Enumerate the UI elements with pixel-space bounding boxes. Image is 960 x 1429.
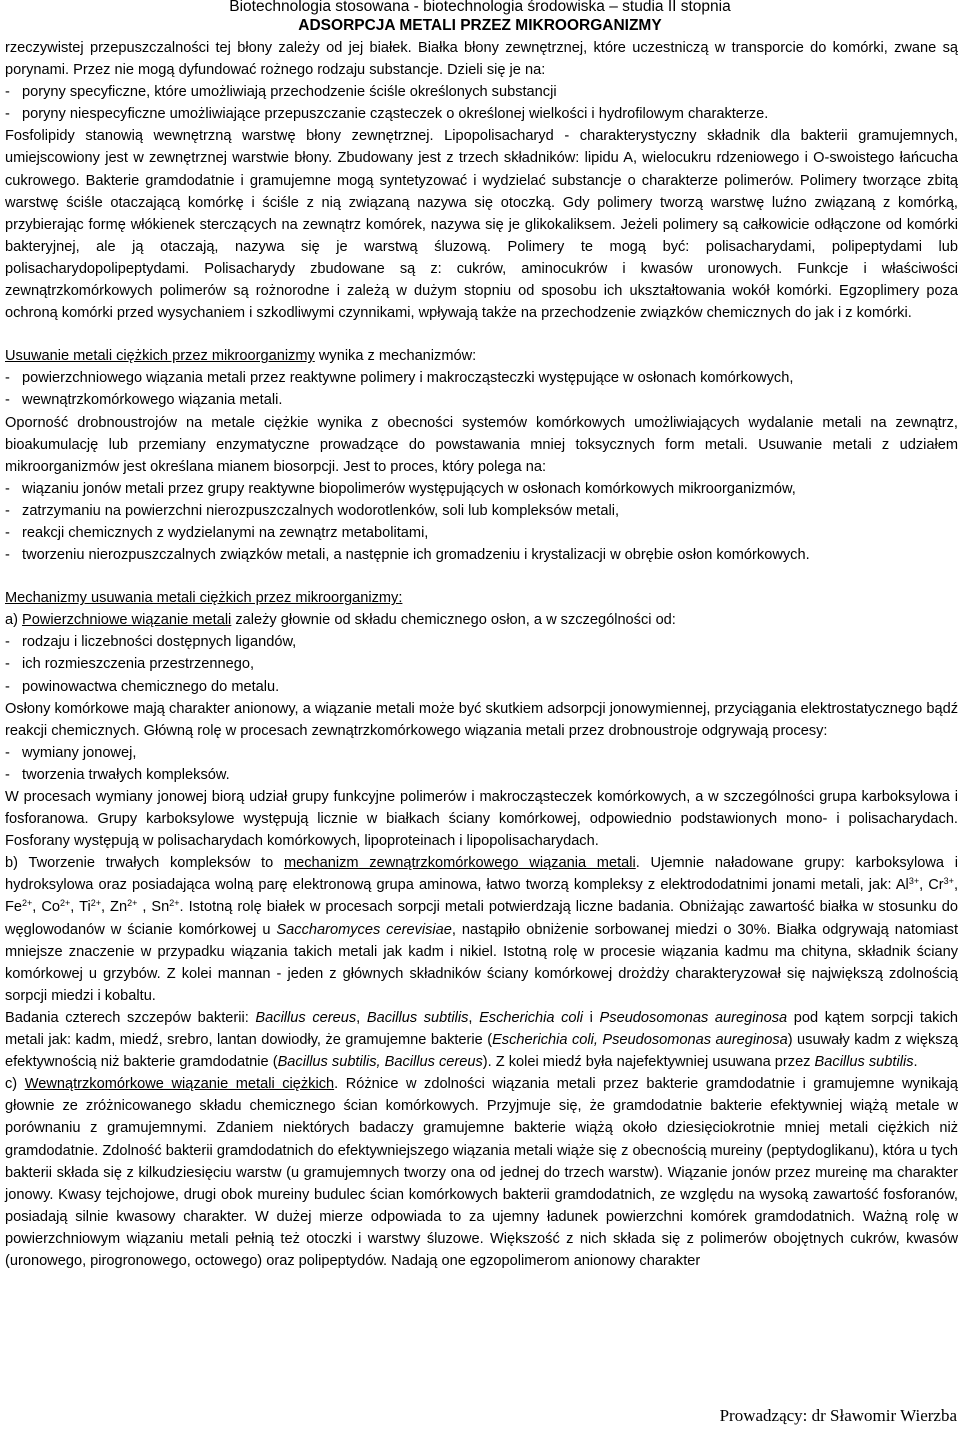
text-span: - zatrzymaniu na powierzchni nierozpuszczalnych wodorotlenków, soli lub kompleksów metali,: [5, 502, 620, 519]
list-item: [5, 676, 958, 698]
text-span: , Zn: [100, 899, 128, 916]
text-span: Osłony komórkowe mają charakter anionowy, a wiązanie metali może być skutkiem adsorpcji jonowymiennej, przyciągania elektrostatycznego bądź reakcji chemicznych. Główną rolę w procesach zewnątrzkomórkowego wiązania metali przez drobnoustroje odgrywają procesy:: [5, 700, 958, 739]
text-span: - poryny specyficzne, które umożliwiają przechodzenie ściśle określonych substancji: [5, 84, 557, 101]
list-item: [5, 367, 958, 389]
text-span: . Różnice w zdolności wiązania metali przez bakterie gramdodatnie i gramujemne wynikają głownie ze zróżnicowanego składu chemicznego ścian komórkowych. Przyjmuje się, że gramdodatnie bakterie efektywniej wiążą metale w porównaniu z gramujemnymi. Zdaniem niektórych badaczy gramujemne bakterie wiążą około dziesięciokrotnie mniej metali ciężkich niż gramdodatnie. Zdolność bakterii gramdodatnich do efektywniejszego wiązania metali wiąże się z obecnością mureiny (peptydoglikanu), która u tych bakterii składa się z kilkudziesięciu warstw (u gramujemnych tworzy ona od jednej do trzech warstw). Wiązanie jonów przez mureinę ma charakter jonowy. Kwasy tejchojowe, drugi obok mureiny budulec ścian komórkowych bakterii gramdodatnich, ze względu na wysoką zawartość fosforanów, posiadają silnie kwasowy charakter. W dużej mierze odpowiada to za ujemny ładunek powierzchni komórek gramdodatnich. Ważną rolę w powierzchniowym wiązaniu metali pełnią też otoczki i warstwy śluzowe. Większość z nich składa się z polimerów obojętnych cukrów, kwasów (uronowego, pirogronowego, octowego) oraz polipeptydów. Nadają one egzopolimerom anionowy charakter: [5, 1076, 958, 1269]
text-span: . Istotną rolę białek w procesach sorpcji metali potwierdzają liczne badania. Obniżając zawartość białka w stosunku do węglowodanów w ścianie komórkowej u: [5, 899, 959, 938]
paragraph: [5, 852, 958, 1007]
text-span: - powinowactwa chemicznego do metalu.: [5, 678, 280, 695]
superscript: 2+: [169, 898, 180, 909]
paragraph: [5, 786, 958, 852]
italic-text: Escherichia coli, Pseudosomonas aureginosa: [492, 1032, 788, 1049]
list-item: [5, 500, 958, 522]
text-span: wynika z mechanizmów:: [314, 348, 477, 365]
text-span: , Sn: [137, 899, 170, 916]
underlined-text: Mechanizmy usuwania metali ciężkich przez mikroorganizmy:: [5, 590, 403, 607]
paragraph: [5, 698, 958, 742]
list-item: [5, 742, 958, 764]
text-span: , Co: [32, 899, 61, 916]
paragraph: [5, 609, 958, 631]
text-span: pod kątem sorpcji takich metali jak: kadm, miedź, srebro, lantan dowiodły, że gramujemne bakterie (: [5, 1009, 959, 1049]
list-item: [5, 631, 958, 653]
text-span: . Ujemnie naładowane grupy: karboksylowa i hydroksylowa oraz posiadająca wolną parę elektronową grupa aminowa, łatwo tworzą kompleksy z elektrododatnimi jonami metali, jak: Al: [5, 855, 958, 894]
underlined-text: Usuwanie metali ciężkich przez mikroorganizmy: [5, 348, 315, 365]
list-item: [5, 478, 958, 500]
document-body: [5, 37, 958, 1272]
paragraph: [5, 125, 958, 324]
text-span: ,: [468, 1009, 480, 1026]
italic-text: Saccharomyces cerevisiae: [276, 921, 452, 938]
text-span: - rodzaju i liczebności dostępnych ligandów,: [5, 634, 297, 651]
superscript: 2+: [22, 898, 33, 909]
text-span: Badania czterech szczepów bakterii:: [5, 1009, 256, 1026]
paragraph: [5, 412, 958, 478]
italic-text: Bacillus subtilis, Bacillus cereus: [277, 1054, 483, 1071]
text-span: , nastąpiło obniżenie sorbowanej miedzi o 30%. Białka odgrywają natomiast mniejsze znaczenie w przypadku wiązania takich metali jak kadm i nikiel. Istotną rolę w procesie wiązania kadmu ma chityna, składnik ściany komórkowej u grzybów. Z kolei mannan - jeden z głównych składników ściany komórkowej drożdży charakteryzował się największą zdolnością sorpcji miedzi i kobaltu.: [5, 921, 958, 1004]
text-span: - tworzenia trwałych kompleksów.: [5, 766, 230, 783]
footer-lecturer: Prowadzący: dr Sławomir Wierzba: [719, 1406, 957, 1425]
text-span: W procesach wymiany jonowej biorą udział grupy funkcyjne polimerów i makrocząsteczek komórkowych, a w szczególności grupa karboksylowa i fosforanowa. Grupy karboksylowe występują licznie w białkach ściany komórkowej, odpowiednio podstawionych mono- i polisacharydach. Fosforany występują w polisacharydach komórkowych, lipoproteinach i lipopolisacharydach.: [5, 789, 958, 850]
italic-text: Pseudosomonas aureginosa: [599, 1009, 788, 1026]
text-span: a): [5, 612, 23, 629]
text-span: - tworzeniu nierozpuszczalnych związków metali, a następnie ich gromadzeniu i krystalizacji w obrębie osłon komórkowych.: [5, 547, 810, 564]
text-span: i: [583, 1009, 600, 1026]
paragraph: [5, 345, 958, 367]
text-span: - poryny niespecyficzne umożliwiające przepuszczanie cząsteczek o określonej wielkości i hydrofilowym charakterze.: [5, 106, 769, 123]
text-span: Oporność drobnoustrojów na metale ciężkie wynika z obecności systemów komórkowych umożliwiających wydalanie metali na zewnątrz, bioakumulację lub przemiany enzymatyczne prowadzące do powstawania mniej toksycznych form metali. Usuwanie metali z udziałem mikroorganizmów jest określana mianem biosorpcji. Jest to proces, który polega na:: [5, 414, 958, 475]
superscript: 2+: [127, 898, 138, 909]
text-span: zależy głownie od składu chemicznego osłon, a w szczególności od:: [231, 612, 676, 629]
text-span: - reakcji chemicznych z wydzielanymi na zewnątrz metabolitami,: [5, 524, 429, 541]
paragraph: [5, 37, 958, 81]
underlined-text: Powierzchniowe wiązanie metali: [22, 612, 232, 629]
text-span: , Ti: [70, 899, 91, 916]
italic-text: Bacillus subtilis: [814, 1054, 914, 1071]
list-item: [5, 389, 958, 411]
list-item: [5, 544, 958, 566]
text-span: - ich rozmieszczenia przestrzennego,: [5, 656, 255, 673]
text-span: - wewnątrzkomórkowego wiązania metali.: [5, 392, 283, 409]
paragraph: [5, 1073, 958, 1272]
text-span: ,: [356, 1009, 367, 1026]
text-span: c): [5, 1076, 25, 1093]
list-item: [5, 764, 958, 786]
header-course: Biotechnologia stosowana - biotechnologia środowiska – studia II stopnia: [229, 0, 731, 15]
text-span: b) Tworzenie trwałych kompleksów to: [5, 855, 284, 872]
text-span: .: [913, 1054, 918, 1071]
text-span: Fosfolipidy stanowią wewnętrzną warstwę błony zewnętrznej. Lipopolisacharyd - charakterystyczny składnik dla bakterii gramujemnych, umiejscowiony jest w zewnętrznej warstwie błony. Zbudowany jest z trzech składników: lipidu A, wielocukru rdzeniowego i O-swoistego łańcucha cukrowego. Bakterie gramdodatnie i gramujemne mogą syntetyzować i wydzielać substancje o charakterze polimerów. Polimery tworzące zbitą warstwę ściśle otaczającą komórkę i ściśle z nią związaną nazywa się otoczką. Gdy polimery tworzą warstwę luźno związaną z komórką, przybierając formę włókienek sterczących na zewnątrz komórek, nazywa się je glikokaliksem. Jeżeli polimery są całkowicie odłączone od komórki bakteryjnej, ale ją otaczają, nazywa się je warstwą śluzową. Polimery te mogą być: polisacharydami, polipeptydami lub polisacharydopolipeptydami. Polisacharydy zbudowane są z: cukrów, aminocukrów i kwasów uronowych. Funkcje i właściwości zewnątrzkomórkowych polimerów są rożnorodne i zależą w dużym stopniu od sposobu ich ukształtowania wokół komórki. Egzoplimery poza ochroną komórki przed wysychaniem i szkodliwymi czynnikami, wpływają także na przechodzenie związków chemicznych do jak i z komórki.: [5, 128, 958, 322]
italic-text: Bacillus cereus: [255, 1009, 357, 1026]
text-span: rzeczywistej przepuszczalności tej błony zależy od jej białek. Białka błony zewnętrznej, które uczestniczą w transporcie do komórki, zwane są porynami. Przez nie mogą dyfundować rożnego rodzaju substancje. Dzieli się je na:: [5, 40, 958, 79]
list-item: [5, 522, 958, 544]
list-item: [5, 81, 958, 103]
text-span: - powierzchniowego wiązania metali przez reaktywne polimery i makrocząsteczki występujące w osłonach komórkowych,: [5, 370, 794, 387]
superscript: 3+: [943, 876, 954, 887]
italic-text: Escherichia coli: [479, 1009, 584, 1026]
text-span: ) usuwały kadm z większą efektywnością niż bakterie gramdodatnie (: [5, 1032, 958, 1071]
header-topic: ADSORPCJA METALI PRZEZ MIKROORGANIZMY: [298, 17, 662, 34]
underlined-text: Wewnątrzkomórkowe wiązanie metali ciężkich: [24, 1076, 335, 1093]
text-span: , Cr: [919, 877, 944, 894]
list-item: [5, 653, 958, 675]
text-span: - wiązaniu jonów metali przez grupy reaktywne biopolimerów występujących w osłonach komórkowych mikroorganizmów,: [5, 480, 796, 497]
superscript: 2+: [90, 898, 101, 909]
italic-text: Bacillus subtilis: [366, 1009, 469, 1026]
text-span: ). Z kolei miedź była najefektywniej usuwana przez: [482, 1054, 815, 1071]
paragraph: [5, 587, 958, 609]
superscript: 2+: [60, 898, 71, 909]
underlined-text: mechanizm zewnątrzkomórkowego wiązania metali: [283, 855, 636, 872]
list-item: [5, 103, 958, 125]
paragraph: [5, 1007, 958, 1073]
text-span: - wymiany jonowej,: [5, 744, 137, 761]
text-span: , Fe: [5, 877, 958, 916]
superscript: 3+: [908, 876, 920, 887]
